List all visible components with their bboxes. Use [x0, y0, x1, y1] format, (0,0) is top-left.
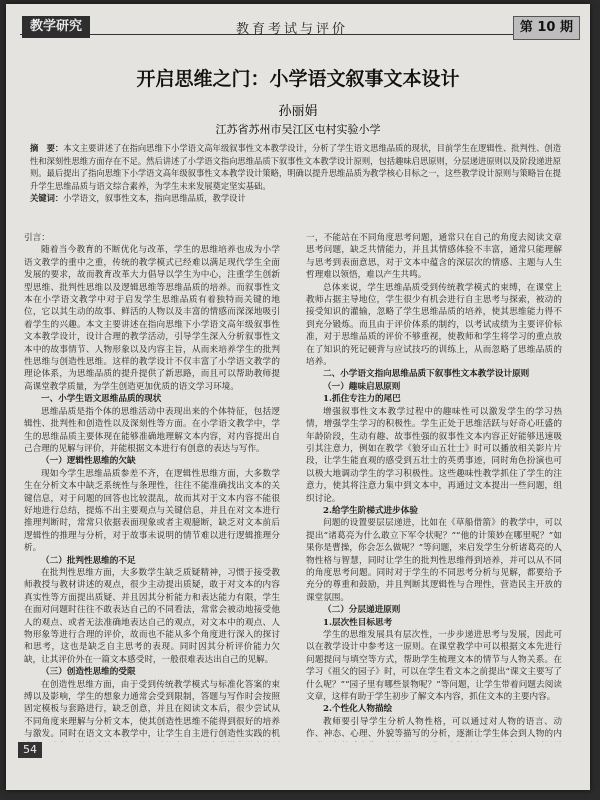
section-tag: 教学研究: [22, 16, 90, 38]
issue-tag: 第 10 期: [513, 16, 580, 40]
author-name: 孙丽娟: [278, 104, 318, 119]
section-heading: 1.层次性目标思考: [323, 617, 393, 628]
section-heading: （一）逻辑性思维的欠缺: [41, 456, 136, 467]
abstract-text: 本文主要讲述了在指向思维下小学语文高年级叙事性文本教学设计，分析了学生语文思维品质的现状，目前学生在逻辑性、批判性、创造性和深刻性思维方面存在不足。然后讲述了小学语文指向思维品质下叙事性文本教学设计原则，包括趣味启思原则，分层递进原则以及阶段递进原则。最后提出了指向思维下小学语文高年级叙事性文本教学设计策略，明确以提升思维品质为教学核心目标之一，这些教学设计原则与策略旨在提升学生思维品质与语文综合素养，为学生未来发展奠定坚实基础。: [30, 143, 562, 191]
section-heading: （一）趣味启思原则: [323, 381, 401, 392]
body-paragraph: 一，不能站在不同角度思考问题，通常只在自己的角度去阅读文章思考问题，缺乏共情能力，并且其情感体验不丰富，通常只能理解与思考到表面意思，对于文本中蕴含的深层次的情感、主题与人生哲理难以领悟，难以产生共鸣。: [306, 233, 562, 281]
body-paragraph: 引言：: [24, 233, 50, 243]
journal-page: [6, 4, 590, 790]
keywords-label: 关键词：: [30, 193, 64, 203]
section-heading: 1.抓住专注力的尾巴: [323, 394, 401, 405]
section-heading: 2.个性化人物描绘: [323, 704, 393, 715]
page-number: 54: [18, 742, 42, 758]
keywords-text: 小学语文，叙事性文本，指向思维品质，教学设计: [63, 193, 246, 203]
body-paragraph: 在创造性思维方面，由于受到传统教学模式与标准化答案的束缚以及影响，学生的想象力通常会受到限制，答题与写作时会按照固定模板与套路进行，缺乏创意，并且在阅读文本后，很少尝试从不同角度来理解与分析文本，使其创造性思维不能得到很好的培养与激发。同时在语文文本教学中，让学生自主进行创造性实践的机: [24, 679, 280, 740]
body-column-left: [24, 232, 280, 742]
section-heading: （二）分层递进原则: [323, 605, 401, 616]
body-paragraph: 随着当今教育的不断优化与改革，学生的思维培养也成为小学语文教学的重中之重，传统的教学模式已经难以满足现代学生全面发展的要求，故而教育改革大力倡导以学生为中心，注重学生创新型思维、批判性思维以及逻辑思维等思维品质的培养。而叙事性文本在小学语文教学中对于启发学生思维品质有着独特而关键的地位，它以其生动的故事、鲜活的人物以及丰富的情感而深深地吸引着学生的兴趣。本文主要讲述在指向思维下小学语文高年级叙事性文本教学设计，设计合理的教学活动，引导学生深入分析叙事性文本中的故事情节、人物形象以及内容主旨，从而来培养学生的批判性思维与创造性思维。这样的教学设计不仅丰富了小学语文教学的理论体系，为思维品质的提升提供了新思路，而且可以帮助教师提高课堂教学质量，为学生创造更加优质的语文学习环境。: [24, 245, 280, 392]
section-heading: 一、小学生语文思维品质的现状: [41, 394, 162, 405]
section-heading: （二）批判性思维的不足: [41, 555, 136, 566]
body-paragraph: 在批判性思维方面，大多数学生缺乏质疑精神，习惯于接受教师教授与教材讲述的观点，很少主动提出质疑，敢于对文本的内容真实性等方面提出质疑、并且因其分析能力和表达能力有限，学生在面对问题时往往不敢表达自己的不同看法，常常会被动地接受他人的观点、或者无法准确地表达自己的观点，对文本中的观点、人物形象等进行合理的评价，故而也不能从多个角度进行深入的探讨和思考，这也是缺乏自主思考的表现。同时因其分析评价能力欠缺，让其评价外在一篇文本感受时，一般很难表达出自己的见解。: [24, 567, 280, 665]
body-paragraph: 现如今学生思维品质参差不齐，在逻辑性思维方面，大多数学生在分析文本中缺乏系统性与条理性，往往不能准确找出文本的关键信息，对于问题的回答也比较混乱，故而其对于文本内容不能很好地进行总结，提炼不出主要观点与关键信息，并且在对文本进行推理判断时，常常只依据表面现象或者主观臆断，缺乏对文本前后逻辑性的推理与分析，对于故事未说明的情节难以进行逻辑推理分析。: [24, 468, 280, 554]
article-title: 开启思维之门：小学语文叙事文本设计: [136, 68, 460, 90]
body-paragraph: 问题的设置要层层递进，比如在《草船借箭》的教学中，可以提出“诸葛亮为什么敢立下军令状呢？”“他的计策妙在哪里呢？”如果你是曹操，你会怎么做呢？”等问题，来启发学生分析诸葛亮的人物性格与智慧，同时让学生的批判性思维得到培养，并可以从不同的角度思考问题。同时对于学生的不同思考分析与见解，都要给予充分的尊重和鼓励，并且判断其逻辑性与合理性，营造民主开放的课堂氛围。: [306, 518, 562, 603]
section-heading: 二、小学语文指向思维品质下叙事性文本教学设计原则: [323, 369, 530, 380]
abstract-label: 摘 要：: [30, 143, 64, 153]
body-paragraph: 教师要引导学生分析人物性格，可以通过对人物的语言、动作、神态、心理、外貌等描写的分析，逐渐让学生体会到人物的内: [306, 716, 562, 740]
abstract-block: [30, 142, 562, 205]
body-paragraph: 总体来说，学生思维品质受到传统教学模式的束缚，在课堂上教师占据主导地位，学生很少有机会进行自主思考与探索，被动的接受知识的灌输，忽略了学生思维品质的培养，使其思维能力得不到充分锻炼。而且由于评价体系的制约，以考试成绩为主要评价标准，对于思维品质的评价不够重视，使教师和学生将学习的重点放在了知识的死记硬背与应试技巧的训练上，从而忽略了思维品质的培养。: [306, 282, 562, 368]
section-heading: 2.给学生阶梯式进步体验: [323, 505, 418, 516]
body-paragraph: 学生的思维发展具有层次性，一步步递进思考与发展，因此可以在教学设计中参考这一原则。在课堂教学中可以根据文本先进行问题提问与填空等方式，帮助学生梳理文本的情节与人物关系。在学习《祖父的园子》时，可以在学生看文本之前提出“课文主要写了什么呢？”“园子里有哪些景物呢？”等问题，让学生带着问题去阅读文章，这样有助于学生初步了解文本内容，抓住文本的主要内容。: [306, 630, 562, 703]
body-paragraph: 思维品质是指个体的思维活动中表现出来的个体特征，包括逻辑性、批判性和创造性以及深刻性等方面。在小学语文教学中，学生的思维品质主要体现在能够准确地理解文本内容，对内容提出自己合理的见解与评价，并能根据文本进行有创意的表达与写作。: [24, 406, 280, 454]
author-affiliation: 江苏省苏州市吴江区屯村实验小学: [215, 123, 381, 136]
journal-name: 教育考试与评价: [236, 22, 349, 37]
body-paragraph: 增强叙事性文本教学过程中的趣味性可以激发学生的学习热情，增强学生学习的积极性。学生正处于思维活跃与好奇心旺盛的年龄阶段，生动有趣、故事性强的叙事性文本内容正好能够迅速吸引其注意力，例如在教学《狼牙山五壮士》时可以播放相关影片片段，让学生能直观的感受到五壮士的英勇事迹，同时角色扮演也可以极大地调动学生的学习积极性。这些趣味性教学抓住了学生的注意力，使其将注意力集中到文本中，再通过文本提出一些问题，组织讨论。: [306, 406, 562, 504]
keywords-line: [30, 192, 562, 205]
abstract-summary: [30, 142, 562, 192]
body-column-right: [306, 232, 562, 742]
section-heading: （三）创造性思维的受限: [41, 667, 136, 678]
